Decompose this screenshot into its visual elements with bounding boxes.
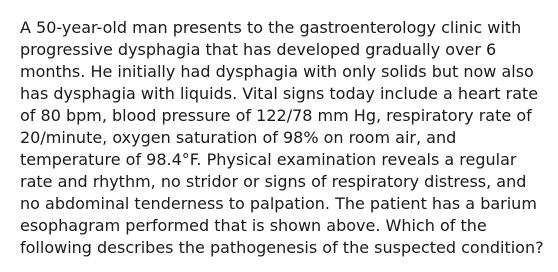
question-line: following describes the pathogenesis of the suspected condition?: [20, 238, 544, 257]
question-line: esophagram performed that is shown above. Which of the: [20, 216, 487, 235]
question-line: A 50-year-old man presents to the gastroenterology clinic with: [20, 18, 522, 37]
question-line: 20/minute, oxygen saturation of 98% on room air, and: [20, 128, 457, 147]
question-line: temperature of 98.4°F. Physical examination reveals a regular: [20, 150, 517, 169]
question-line: rate and rhythm, no stridor or signs of respiratory distress, and: [20, 172, 527, 191]
question-line: of 80 bpm, blood pressure of 122/78 mm Hg, respiratory rate of: [20, 106, 532, 125]
question-line: has dysphagia with liquids. Vital signs today include a heart rate: [20, 84, 539, 103]
question-line: months. He initially had dysphagia with only solids but now also: [20, 62, 534, 81]
question-line: progressive dysphagia that has developed gradually over 6: [20, 40, 497, 59]
question-line: no abdominal tenderness to palpation. The patient has a barium: [20, 194, 537, 213]
